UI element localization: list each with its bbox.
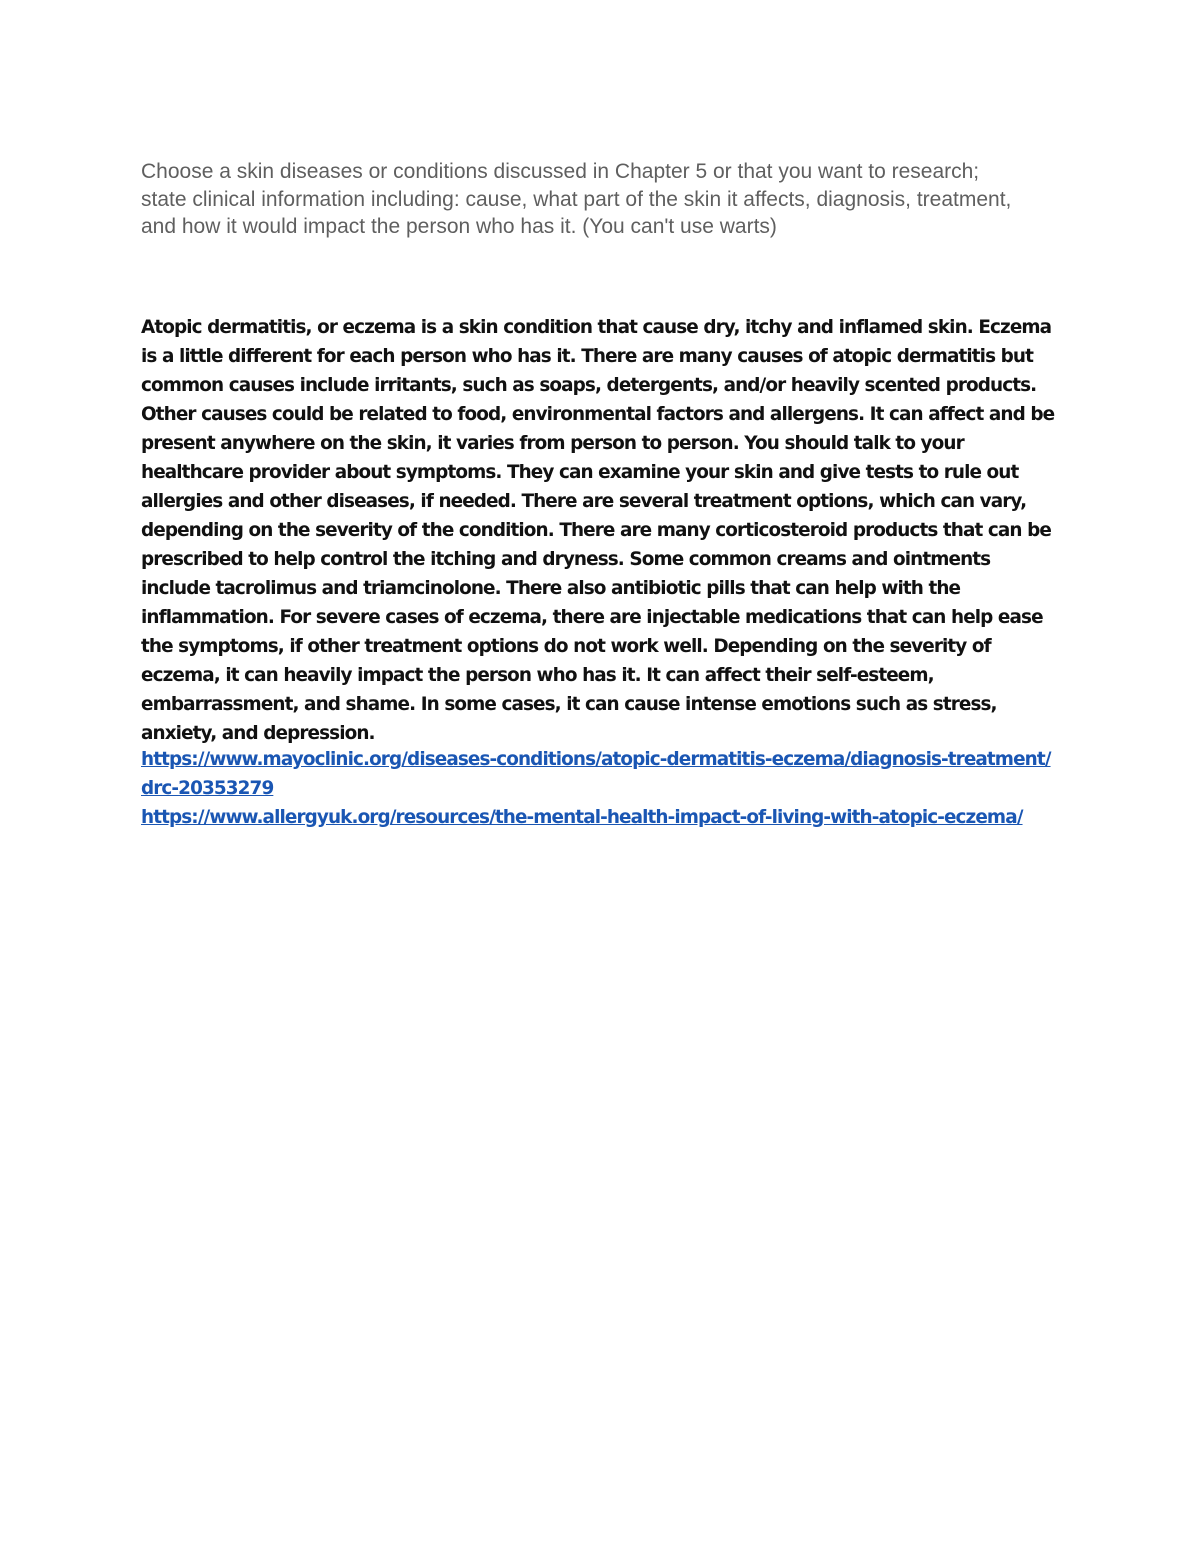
references-list [141, 745, 1061, 832]
reference-link-mayoclinic[interactable]: https://www.mayoclinic.org/diseases-conditions/atopic-dermatitis-eczema/diagnosis-treatment/drc-20353279 [141, 749, 1051, 799]
assignment-prompt: Choose a skin diseases or conditions discussed in Chapter 5 or that you want to research; state clinical information including: cause, what part of the skin it affects, diagnosis, treatment, and how it would impact the person who has it. (You can't use warts) [141, 160, 1012, 238]
answer-paragraph: Atopic dermatitis, or eczema is a skin condition that cause dry, itchy and inflamed skin. Eczema is a little different for each person who has it. There are many causes of atopic dermatitis but common causes include irritants, such as soaps, detergents, and/or heavily scented products. Other causes could be related to food, environmental factors and allergens. It can affect and be present anywhere on the skin, it varies from person to person. You should talk to your healthcare provider about symptoms. They can examine your skin and give tests to rule out allergies and other diseases, if needed. There are several treatment options, which can vary, depending on the severity of the condition. There are many corticosteroid products that can be prescribed to help control the itching and dryness. Some common creams and ointments include tacrolimus and triamcinolone. There also antibiotic pills that can help with the inflammation. For severe cases of eczema, there are injectable medications that can help ease the symptoms, if other treatment options do not work well. Depending on the severity of eczema, it can heavily impact the person who has it. It can affect their self-esteem, embarrassment, and shame. In some cases, it can cause intense emotions such as stress, anxiety, and depression. [141, 317, 1055, 744]
reference-link-allergyuk[interactable]: https://www.allergyuk.org/resources/the-mental-health-impact-of-living-with-atopic-eczema/ [141, 807, 1023, 828]
